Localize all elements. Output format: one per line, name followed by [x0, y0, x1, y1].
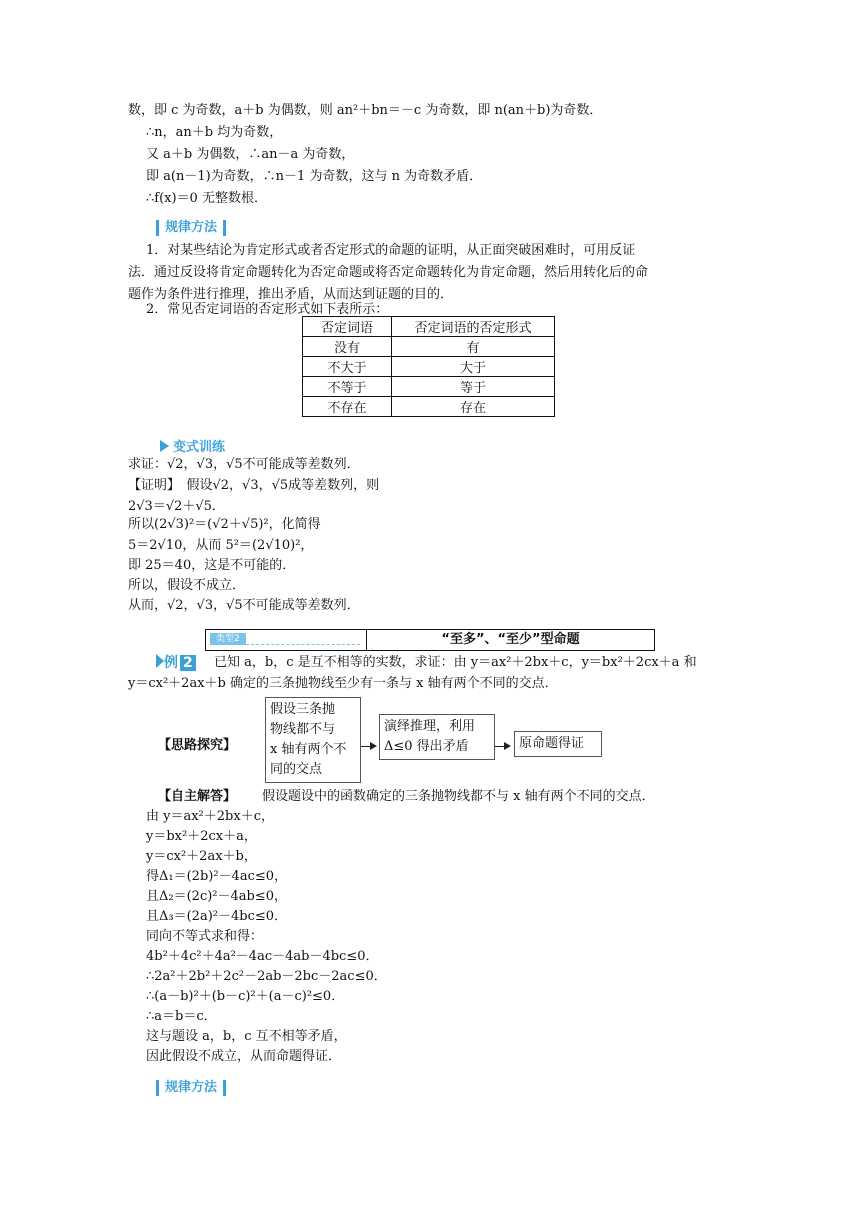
- answer-heading: 【自主解答】: [158, 789, 237, 804]
- text-line: 因此假设不成立，从而命题得证．: [146, 1049, 342, 1064]
- text-line: 从而，√2，√3，√5不可能成等差数列．: [128, 598, 360, 613]
- flow-arrow: [495, 746, 509, 747]
- table-cell: 不等于: [303, 377, 392, 397]
- table-cell: 等于: [392, 377, 555, 397]
- text-line: 同向不等式求和得：: [146, 929, 264, 944]
- type-tag-area: [206, 630, 367, 650]
- flow-box-1: [265, 697, 361, 783]
- variant-badge: [160, 436, 225, 455]
- table-row: [303, 317, 555, 337]
- text-line: 1．对某些结论为肯定形式或者否定形式的命题的证明，从正面突破困难时，可用反证: [146, 243, 636, 258]
- method-badge: 规律方法: [156, 1080, 226, 1096]
- variant-label: 变式训练: [173, 440, 226, 455]
- example-badge: [156, 652, 196, 672]
- flow-text: 同的交点: [270, 762, 323, 777]
- text-line: 即 25＝40，这是不可能的．: [128, 558, 296, 573]
- negation-table: [302, 316, 555, 417]
- text-line: 法．通过反设将肯定命题转化为否定命题或将否定命题转化为肯定命题，然后用转化后的命: [128, 265, 649, 280]
- example-text: 已知 a，b，c 是互不相等的实数，求证：由 y＝ax²＋2bx＋c，y＝bx²＋2cx＋a 和: [214, 655, 697, 670]
- text-line: 所以(2√3)²＝(√2＋√5)²，化简得: [128, 517, 321, 532]
- method-badge: 规律方法: [156, 220, 226, 236]
- type-title: “至多”、“至少”型命题: [441, 632, 580, 647]
- table-cell: 没有: [303, 337, 392, 357]
- flow-label: 【思路探究】: [158, 738, 237, 753]
- flow-text: 假设三条抛: [270, 702, 336, 717]
- text-line: ∴(a－b)²＋(b－c)²＋(a－c)²≤0．: [146, 989, 345, 1004]
- type-header-bar: [205, 629, 655, 651]
- text-line: 且Δ₃＝(2a)²－4bc≤0．: [146, 909, 288, 924]
- text-line: 2√3＝√2＋√5．: [128, 499, 225, 514]
- triangle-icon: [156, 654, 164, 668]
- text-line: 题作为条件进行推理，推出矛盾，从而达到证题的目的．: [128, 287, 454, 302]
- text-line: 这与题设 a，b，c 互不相等矛盾，: [146, 1029, 347, 1044]
- flow-text: 演绎推理，利用: [384, 719, 476, 734]
- text-line: 且Δ₂＝(2c)²－4ab≤0，: [146, 889, 288, 904]
- text-line: 得Δ₁＝(2b)²－4ac≤0，: [146, 869, 288, 884]
- text-line: 即 a(n－1)为奇数，∴n－1 为奇数，这与 n 为奇数矛盾．: [146, 169, 483, 184]
- text-line: ∴2a²＋2b²＋2c²－2ab－2bc－2ac≤0．: [146, 969, 387, 984]
- table-row: [303, 337, 555, 357]
- table-cell: 有: [392, 337, 555, 357]
- text-line: 2．常见否定词语的否定形式如下表所示：: [146, 302, 389, 317]
- text-line: 【证明】 假设√2，√3，√5成等差数列，则: [128, 478, 380, 493]
- flow-text: 物线都不与: [270, 722, 336, 737]
- text-line: 假设题设中的函数确定的三条抛物线都不与 x 轴有两个不同的交点．: [262, 789, 655, 804]
- text-line: 由 y＝ax²＋2bx＋c，: [146, 809, 274, 824]
- type-tag: 类型2: [210, 633, 246, 645]
- table-cell: 不存在: [303, 397, 392, 417]
- flow-arrow: [361, 746, 375, 747]
- text-line: 数，即 c 为奇数，a＋b 为偶数，则 an²＋bn＝－c 为奇数，即 n(an＋b)为奇数．: [128, 103, 603, 118]
- triangle-icon: [160, 440, 169, 452]
- text-line: ∴n，an＋b 均为奇数，: [146, 125, 283, 140]
- table-header: 否定词语: [303, 317, 392, 337]
- table-header: 否定词语的否定形式: [392, 317, 555, 337]
- table-row: [303, 377, 555, 397]
- example-text: y＝cx²＋2ax＋b 确定的三条抛物线至少有一条与 x 轴有两个不同的交点．: [128, 676, 558, 691]
- text-line: y＝cx²＋2ax＋b，: [146, 849, 257, 864]
- flow-box-2: [379, 714, 495, 760]
- table-cell: 不大于: [303, 357, 392, 377]
- text-line: ∴a＝b＝c．: [146, 1009, 217, 1024]
- example-label: 例: [164, 655, 178, 671]
- text-line: 5＝2√10，从而 5²＝(2√10)²，: [128, 538, 314, 553]
- table-row: [303, 397, 555, 417]
- text-line: y＝bx²＋2cx＋a，: [146, 829, 257, 844]
- text-line: 又 a＋b 为偶数，∴an－a 为奇数，: [146, 147, 355, 162]
- table-row: [303, 357, 555, 377]
- text-line: 求证：√2，√3，√5不可能成等差数列．: [128, 457, 360, 472]
- table-cell: 大于: [392, 357, 555, 377]
- flow-text: Δ≤0 得出矛盾: [384, 739, 469, 754]
- text-line: ∴f(x)＝0 无整数根．: [146, 191, 267, 206]
- flow-box-3: 原命题得证: [514, 731, 602, 757]
- table-cell: 存在: [392, 397, 555, 417]
- example-number: 2: [180, 655, 196, 671]
- dashed-rule: [246, 644, 360, 645]
- text-line: 所以，假设不成立．: [128, 578, 246, 593]
- text-line: 4b²＋4c²＋4a²－4ac－4ab－4bc≤0．: [146, 949, 379, 964]
- flow-text: x 轴有两个不: [270, 742, 347, 757]
